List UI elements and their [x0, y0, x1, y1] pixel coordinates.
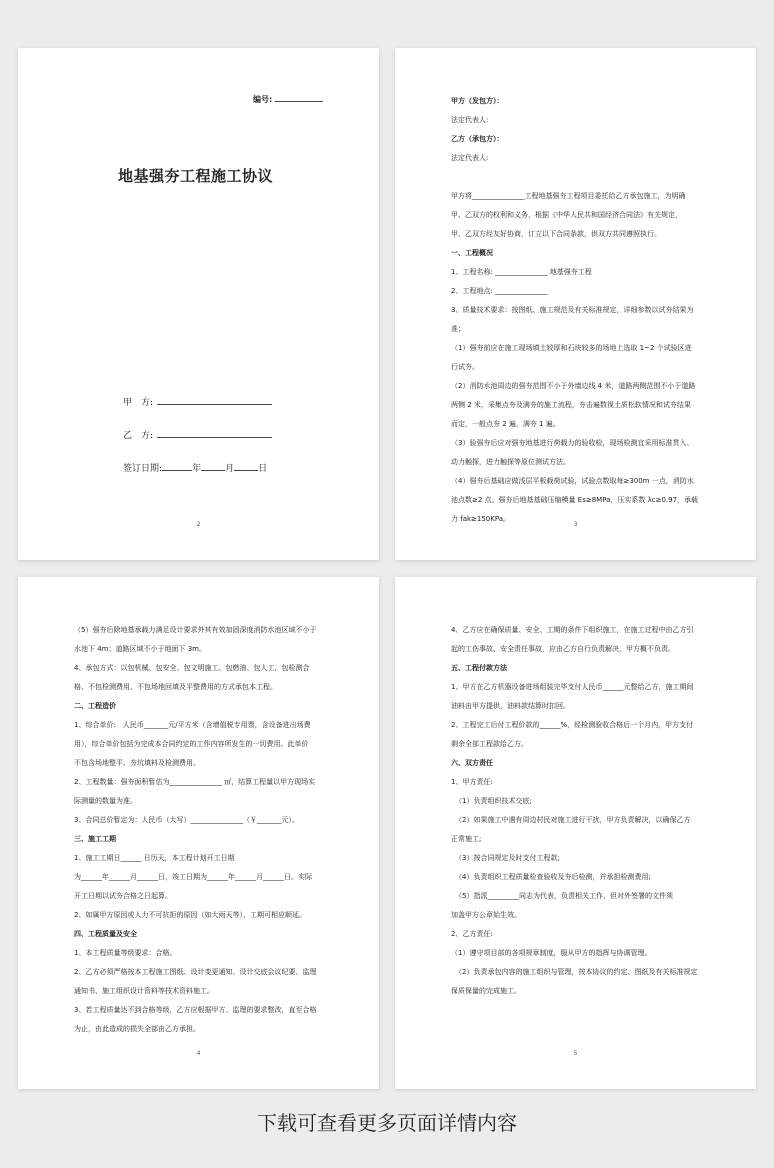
- paragraph-line: [451, 168, 703, 187]
- page-cover: [18, 48, 379, 560]
- page-3-body: [451, 92, 703, 529]
- paragraph-line: 准；: [451, 325, 465, 333]
- paragraph-line: 2、工程完工后付工程价款的______%，经检测验收合格后一个月内，甲方支付: [451, 721, 694, 729]
- page-5-body: [451, 621, 703, 1001]
- paragraph-line: 甲、乙双方经友好协商，订立以下合同条款，供双方共同遵照执行。: [451, 230, 661, 238]
- paragraph-line: 动力触探，进力触探等原位测试方法。: [451, 458, 570, 466]
- signing-date-label: 签订日期:: [123, 464, 163, 474]
- paragraph-line: （4）负责组织工程质量检查验收及夯后检测，并承担检测费用;: [455, 873, 651, 881]
- paragraph-line: 2、工程地点: _______________: [451, 287, 548, 295]
- day-blank: [234, 462, 258, 471]
- paragraph-line: 1、本工程质量等级要求：合格。: [74, 949, 177, 957]
- party-a-signature: [123, 395, 272, 408]
- year-label: 年: [192, 464, 202, 474]
- party-b-label: 乙 方:: [123, 431, 154, 441]
- contract-number: [253, 93, 323, 105]
- paragraph-line: 为______年______月______日，竣工日期为______年______月______日。实际: [74, 873, 312, 881]
- page-number: 5: [573, 1050, 578, 1057]
- paragraph-line: 3、若工程质量达不到合格等级，乙方应根据甲方、监理的要求整改，直至合格: [74, 1006, 317, 1014]
- year-blank: [162, 462, 192, 471]
- paragraph-line: 而定，一般点夯 2 遍，满夯 1 遍。: [451, 420, 560, 428]
- paragraph-line: （5）强夯后除地基承载力满足设计要求外其有效加固深度消防水池区域不小于: [74, 626, 317, 634]
- paragraph-line: 力 fak≥150KPa。: [451, 515, 511, 523]
- page-number: 3: [573, 521, 578, 528]
- contract-number-label: 编号:: [253, 95, 273, 104]
- section-heading: 一、工程概况: [451, 249, 493, 257]
- paragraph-line: （3）验强夯后应对强夯地基进行荷载力的验收检，现场检测宜采用标准贯入、: [451, 439, 694, 447]
- party-b-blank: [157, 429, 272, 438]
- paragraph-line: 3、质量技术要求：按图纸、施工规范及有关标准规定，详细参数以试夯结果为: [451, 306, 694, 314]
- paragraph-line: 3、合同总价暂定为：人民币（大写）_______________（￥_______元）。: [74, 816, 299, 824]
- paragraph-line: 正常施工;: [451, 835, 482, 843]
- month-blank: [201, 462, 225, 471]
- section-heading: 三、施工工期: [74, 835, 116, 843]
- paragraph-line: 甲方将_______________工程地基强夯工程项目委托给乙方承包施工，为明确: [451, 192, 686, 200]
- section-heading: 甲方（发包方）：: [451, 97, 504, 105]
- party-a-blank: [157, 396, 272, 405]
- section-heading: 二、工程造价: [74, 702, 116, 710]
- paragraph-line: 油料由甲方提供，油料款结算时扣回。: [451, 702, 570, 710]
- download-more-banner[interactable]: 下载可查看更多页面详情内容: [257, 1111, 517, 1135]
- paragraph-line: 1、甲方在乙方机器设备进场组装完毕支付人民币______元整给乙方，施工期间: [451, 683, 694, 691]
- paragraph-line: （3）按合同规定及时支付工程款;: [455, 854, 560, 862]
- section-heading: 四、工程质量及安全: [74, 930, 137, 938]
- paragraph-line: 剩余全部工程款给乙方。: [451, 740, 528, 748]
- page-4: [18, 577, 379, 1089]
- paragraph-line: 法定代表人:: [451, 116, 489, 124]
- paragraph-line: （2）负责承包内容的施工组织与管理，按本协议的约定、图纸及有关标准规定: [455, 968, 698, 976]
- paragraph-line: （1）强夯前应在施工现场填土较厚和石块较多的场地上选取 1~2 个试验区进: [451, 344, 692, 352]
- paragraph-line: （4）强夯后基础应做浅层平板载荷试验，试验点数取每≥300m 一点，消防水: [451, 477, 694, 485]
- paragraph-line: 甲、乙双方的权利和义务，根据《中华人民共和国经济合同法》有关规定，: [451, 211, 682, 219]
- paragraph-line: 行试夯。: [451, 363, 479, 371]
- paragraph-line: 池点数≥2 点。强夯后地基基础压缩模量 Es≥8MPa，压实系数 λc≥0.97，承载: [451, 496, 699, 504]
- paragraph-line: 2、如属甲方原因或人力不可抗拒的原因（如大雨天等），工期可相应顺延。: [74, 911, 306, 919]
- paragraph-line: 2、工程数量：强夯面积暂估为_______________ ㎡，结算工程量以甲方现场实: [74, 778, 316, 786]
- paragraph-line: 两侧 2 米，采集点夯及满夯的施工流程，夯击遍数视土质松软情况和试夯结果: [451, 401, 691, 409]
- paragraph-line: 通知书、施工组织设计资料等技术资料施工。: [74, 987, 214, 995]
- month-label: 月: [225, 464, 235, 474]
- paragraph-line: 1、工程名称: _______________ 地基强夯工程: [451, 268, 592, 276]
- paragraph-line: 格、不包检测费用、不包场地回填及平整费用的方式承包本工程。: [74, 683, 277, 691]
- paragraph-line: （2）消防水池周边的强夯范围不小于外墙边线 4 米，道路两侧范围不小于道路: [451, 382, 696, 390]
- paragraph-line: （5）指派_________同志为代表，负责相关工作，但对外签署的文件须: [455, 892, 673, 900]
- paragraph-line: 水池下 4m；道路区域不小于地面下 3m。: [74, 645, 206, 653]
- page-number: 4: [196, 1050, 201, 1057]
- signing-date: [123, 461, 267, 474]
- section-heading: 五、工程付款方法: [451, 664, 507, 672]
- page-number: 2: [196, 521, 201, 528]
- paragraph-line: 加盖甲方公章始生效。: [451, 911, 521, 919]
- paragraph-line: 保质保量的完成施工。: [451, 987, 521, 995]
- paragraph-line: 不包含场地整平、夯坑填料及检测费用。: [74, 759, 200, 767]
- paragraph-line: 1、施工工期日______ 日历天，本工程计划开工日期: [74, 854, 235, 862]
- paragraph-line: （1）遵守项目部的各项规章制度，服从甲方的指挥与协调管理。: [451, 949, 652, 957]
- document-title: 地基强夯工程施工协议: [118, 167, 274, 185]
- paragraph-line: （2）如果施工中遇有周边村民对施工进行干扰，甲方负责解决，以确保乙方: [455, 816, 691, 824]
- paragraph-line: 开工日期以试夯合格之日起算。: [74, 892, 172, 900]
- page-5: [395, 577, 756, 1089]
- paragraph-line: 2、乙方必须严格按本工程施工图纸、设计变更通知、设计交底会议纪要、监理: [74, 968, 317, 976]
- party-a-label: 甲 方:: [123, 398, 154, 408]
- paragraph-line: 法定代表人:: [451, 154, 489, 162]
- paragraph-line: 用），综合单价包括为完成本合同约定的工作内容所发生的一切费用。此单价: [74, 740, 309, 748]
- paragraph-line: 2、乙方责任:: [451, 930, 493, 938]
- section-heading: 六、双方责任: [451, 759, 493, 767]
- page-3: [395, 48, 756, 560]
- paragraph-line: 起的工伤事故、安全责任事故，应由乙方自行负责解决，甲方概不负责。: [451, 645, 675, 653]
- paragraph-line: （1）负责组织技术交底;: [455, 797, 532, 805]
- party-b-signature: [123, 428, 272, 441]
- day-label: 日: [258, 464, 268, 474]
- contract-number-blank: [275, 93, 323, 102]
- page-4-body: [74, 621, 326, 1039]
- paragraph-line: 为止，由此造成的损失全部由乙方承担。: [74, 1025, 200, 1033]
- paragraph-line: 1、甲方责任:: [451, 778, 493, 786]
- paragraph-line: 4、承包方式：以包机械、包安全、包文明施工、包燃油、包人工，包检测合: [74, 664, 310, 672]
- paragraph-line: 际测量的数量为准。: [74, 797, 137, 805]
- section-heading: 乙方（承包方）：: [451, 135, 504, 143]
- paragraph-line: 1、综合单价: 人民币_______元/平方米（含增值税专用票，含设备进出场费: [74, 721, 311, 729]
- paragraph-line: 4、乙方应在确保质量、安全、工期的条件下组织施工，在施工过程中由乙方引: [451, 626, 694, 634]
